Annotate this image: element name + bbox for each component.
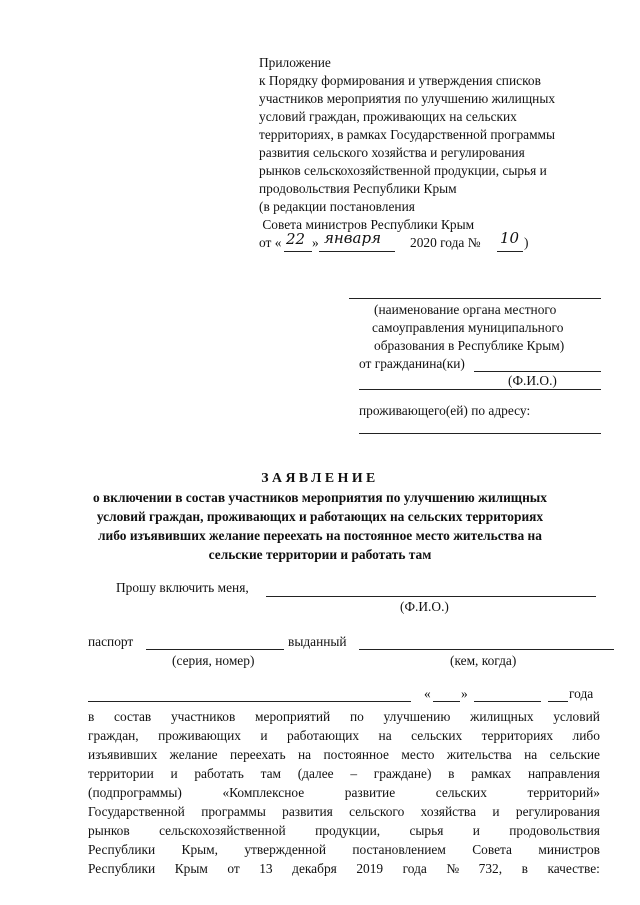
body-line: Государственной программы развития сельского хозяйства и регулирования — [88, 804, 600, 819]
issued-label: выданный — [288, 634, 347, 649]
citizen-field[interactable] — [474, 371, 601, 372]
body-line: (подпрограммы) «Комплексное развитие сельских территорий» — [88, 785, 600, 800]
handwritten-day: 22 — [286, 230, 306, 248]
issued-by-field[interactable] — [359, 649, 614, 650]
handwritten-number: 10 — [500, 229, 520, 247]
passport-number-field[interactable] — [146, 649, 284, 650]
body-line: рынков сельскохозяйственной продукции, сырья и продовольствия — [88, 823, 600, 838]
appendix-line: к Порядку формирования и утверждения списков — [259, 73, 541, 88]
statement-subtitle-line: условий граждан, проживающих и работающих на сельских территориях — [96, 509, 544, 524]
date-open-quote: « — [424, 686, 431, 701]
appendix-date-close: » — [312, 235, 319, 250]
appendix-line: Совета министров Республики Крым — [259, 217, 475, 232]
body-line: граждан, проживающих и работающих на сельских территориях либо — [88, 728, 600, 743]
org-name-field[interactable] — [349, 298, 601, 299]
statement-title: ЗАЯВЛЕНИЕ — [261, 470, 379, 485]
appendix-line: развития сельского хозяйства и регулирования — [259, 145, 525, 160]
number-underline — [497, 251, 523, 252]
appendix-line: участников мероприятия по улучшению жилищных — [259, 91, 556, 106]
body-line: в состав участников мероприятий по улучшению жилищных условий — [88, 709, 600, 724]
org-label-line: образования в Республике Крым) — [374, 338, 565, 353]
issue-year-field[interactable] — [548, 701, 568, 702]
appendix-year: 2020 года № — [410, 235, 481, 250]
appendix-line: продовольствия Республики Крым — [259, 181, 457, 196]
appendix-line: территориях, в рамках Государственной программы — [259, 127, 556, 142]
issued-by-continuation-field[interactable] — [88, 701, 411, 702]
handwritten-month: января — [324, 229, 382, 247]
org-label-line: (наименование органа местного — [374, 302, 557, 317]
appendix-line: (в редакции постановления — [259, 199, 415, 214]
passport-label: паспорт — [88, 634, 134, 649]
appendix-line: Приложение — [259, 55, 331, 70]
request-label: Прошу включить меня, — [116, 580, 249, 595]
year-label: года — [569, 686, 594, 701]
appendix-date-prefix: от « — [259, 235, 282, 250]
fio-label: (Ф.И.О.) — [508, 373, 557, 388]
statement-subtitle-line: о включении в состав участников мероприятия по улучшению жилищных — [93, 490, 547, 505]
body-line: территории и работать там (далее – граждане) в рамках направления — [88, 766, 600, 781]
from-citizen-label: от гражданина(ки) — [359, 356, 465, 371]
request-fio-field[interactable] — [266, 596, 596, 597]
request-fio-label: (Ф.И.О.) — [400, 599, 449, 614]
org-label-line: самоуправления муниципального — [372, 320, 564, 335]
address-label: проживающего(ей) по адресу: — [359, 403, 531, 418]
date-close-quote: » — [461, 686, 468, 701]
address-field[interactable] — [359, 433, 601, 434]
appendix-line: условий граждан, проживающих на сельских — [259, 109, 517, 124]
statement-subtitle-line: сельские территории и работать там — [208, 547, 432, 562]
appendix-line: рынков сельскохозяйственной продукции, сырья и — [259, 163, 547, 178]
appendix-number-close: ) — [524, 235, 529, 250]
series-number-label: (серия, номер) — [172, 653, 255, 668]
body-line: Республики Крым, утвержденной постановлением Совета министров — [88, 842, 600, 857]
statement-subtitle-line: либо изъявивших желание переехать на постоянное место жительства на — [98, 528, 542, 543]
citizen-fio-field[interactable] — [359, 389, 601, 390]
day-underline — [284, 251, 312, 252]
body-line: изъявивших желание переехать на постоянное место жительства на сельские — [88, 747, 600, 762]
issue-month-field[interactable] — [474, 701, 541, 702]
body-line: Республики Крым от 13 декабря 2019 года № 732, в качестве: — [88, 861, 600, 876]
issue-day-field[interactable] — [433, 701, 460, 702]
month-underline — [319, 251, 395, 252]
issued-by-label: (кем, когда) — [450, 653, 517, 668]
